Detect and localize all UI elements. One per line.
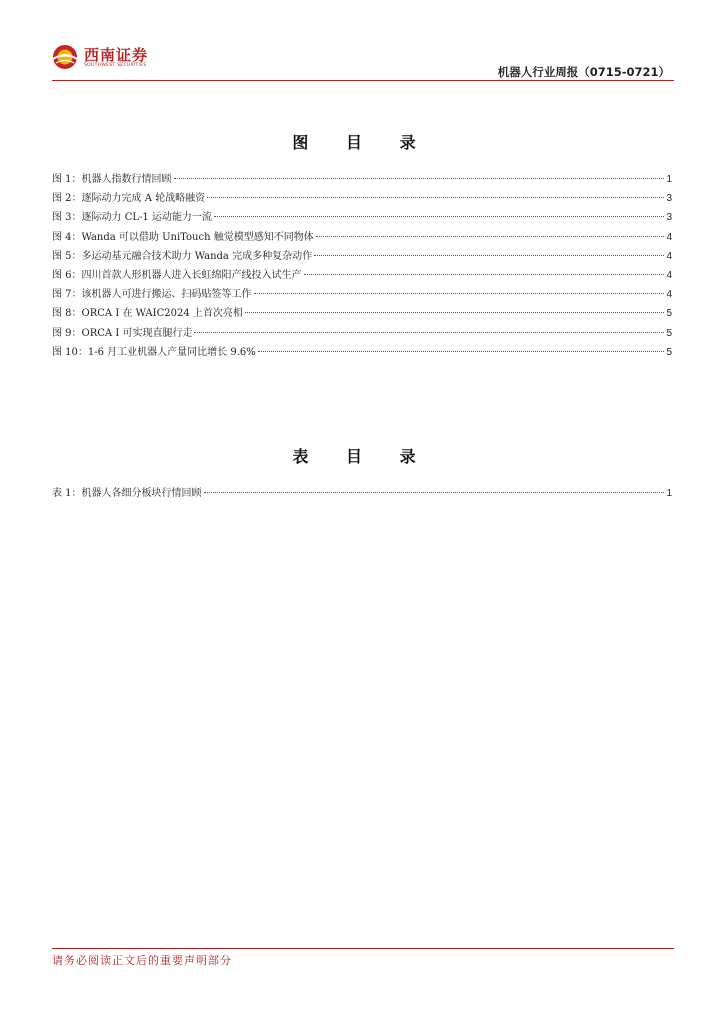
figures-toc-list <box>52 170 672 362</box>
toc-entry[interactable] <box>52 343 672 362</box>
tables-toc-title: 表 目 录 <box>292 447 432 466</box>
toc-entry[interactable] <box>52 208 672 227</box>
toc-entry-label: 图 10：1-6 月工业机器人产量同比增长 9.6% <box>52 346 256 358</box>
toc-entry[interactable] <box>52 285 672 304</box>
logo-english-name: SOUTHWEST SECURITIES <box>84 63 147 68</box>
toc-entry[interactable] <box>52 324 672 343</box>
toc-entry-page: 5 <box>666 308 672 320</box>
toc-entry-label: 图 6：四川首款人形机器人进入长虹绵阳产线投入试生产 <box>52 269 302 281</box>
toc-entry-page: 4 <box>666 231 672 243</box>
toc-entry-label: 图 9：ORCA Ⅰ 可实现直腿行走 <box>52 327 193 339</box>
header-divider <box>52 80 674 81</box>
toc-leader-dots <box>207 197 664 198</box>
toc-entry-page: 1 <box>666 174 672 185</box>
toc-entry-label: 图 2：逐际动力完成 A 轮战略融资 <box>52 193 206 205</box>
logo-chinese-name: 西南证券 <box>84 46 149 64</box>
toc-leader-dots <box>314 255 664 256</box>
toc-leader-dots <box>258 351 665 352</box>
toc-leader-dots <box>254 293 665 294</box>
toc-entry-page: 3 <box>666 212 672 224</box>
toc-entry-label: 图 3：逐际动力 CL-1 运动能力一流 <box>52 212 212 224</box>
toc-entry[interactable] <box>52 304 672 323</box>
toc-entry-page: 4 <box>666 269 672 281</box>
toc-entry[interactable] <box>52 484 672 503</box>
toc-leader-dots <box>204 492 665 493</box>
toc-entry[interactable] <box>52 266 672 285</box>
toc-leader-dots <box>316 236 665 237</box>
toc-entry-label: 图 4：Wanda 可以借助 UniTouch 触觉模型感知不同物体 <box>52 231 314 243</box>
figures-toc-title: 图 目 录 <box>292 133 432 152</box>
toc-leader-dots <box>245 312 665 313</box>
toc-entry-page: 1 <box>666 488 672 499</box>
toc-entry-label: 图 1：机器人指数行情回顾 <box>52 174 172 185</box>
footer-divider <box>52 948 674 949</box>
toc-entry[interactable] <box>52 170 672 189</box>
toc-entry-page: 5 <box>666 327 672 339</box>
toc-entry-page: 4 <box>666 289 672 301</box>
toc-entry[interactable] <box>52 189 672 208</box>
page-header <box>52 40 674 80</box>
toc-entry-label: 图 5：多运动基元融合技术助力 Wanda 完成多种复杂动作 <box>52 250 313 262</box>
toc-leader-dots <box>214 216 665 217</box>
toc-entry-page: 5 <box>666 346 672 358</box>
toc-leader-dots <box>194 332 664 333</box>
toc-entry-page: 4 <box>666 250 672 262</box>
toc-leader-dots <box>304 274 665 275</box>
tables-toc-list <box>52 484 672 503</box>
toc-leader-dots <box>174 178 665 179</box>
toc-entry-label: 图 7：该机器人可进行搬运、扫码贴签等工作 <box>52 289 252 301</box>
report-title: 机器人行业周报（0715-0721） <box>497 65 670 79</box>
toc-entry-label: 图 8：ORCA Ⅰ 在 WAIC2024 上首次亮相 <box>52 308 243 320</box>
toc-entry[interactable] <box>52 228 672 247</box>
toc-entry-label: 表 1：机器人各细分板块行情回顾 <box>52 488 202 499</box>
toc-entry[interactable] <box>52 247 672 266</box>
footer-disclaimer: 请务必阅读正文后的重要声明部分 <box>52 954 232 967</box>
southwest-securities-logo-icon <box>52 44 78 70</box>
toc-entry-page: 3 <box>666 193 672 205</box>
